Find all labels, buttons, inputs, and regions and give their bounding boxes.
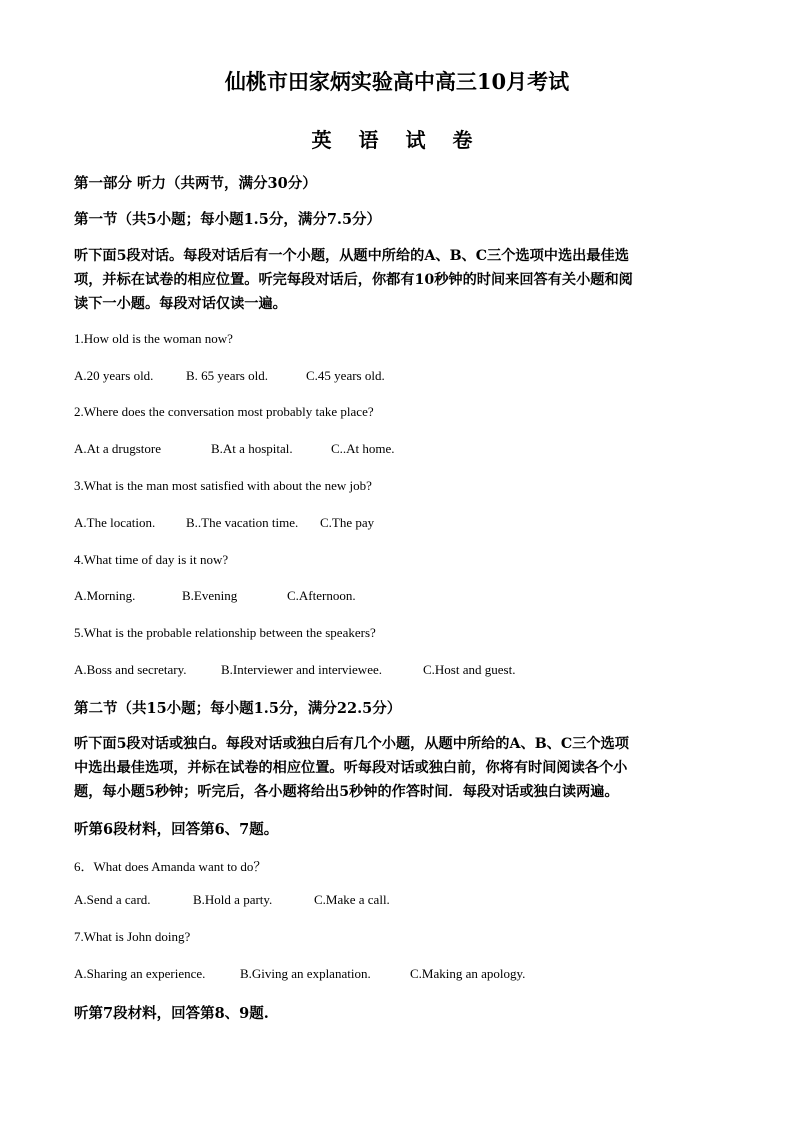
question-2-option-a: A.At a drugstore bbox=[74, 441, 162, 456]
question-1-option-a: A.20 years old. bbox=[74, 368, 154, 383]
question-5-option-c: C.Host and guest. bbox=[423, 662, 516, 677]
section2-instruction-line: 题，每小题5秒钟；听完后，各小题将给出5秒钟的作答时间．每段对话或独白读两遍。 bbox=[74, 784, 619, 800]
subject-title: 英 语 试 卷 bbox=[311, 128, 483, 152]
question-3-option-b: B..The vacation time. bbox=[186, 515, 299, 530]
section1-instruction-line: 读下一小题。每段对话仅读一遍。 bbox=[74, 296, 287, 312]
question-6: 6．What does Amanda want to do？ bbox=[74, 859, 267, 874]
material-6-label: 听第6段材料，回答第6、7题。 bbox=[74, 821, 279, 838]
section2-instruction-line: 中选出最佳选项，并标在试卷的相应位置。听每段对话或独白前，你将有时间阅读各个小 bbox=[74, 760, 628, 776]
question-2-option-c: C..At home. bbox=[331, 441, 395, 456]
question-4: 4.What time of day is it now? bbox=[74, 552, 229, 567]
part1-heading: 第一部分 听力（共两节，满分30分） bbox=[74, 175, 317, 192]
question-5-option-a: A.Boss and secretary. bbox=[74, 662, 187, 677]
school-title: 仙桃市田家炳实验高中高三10月考试 bbox=[224, 69, 570, 94]
question-4-option-b: B.Evening bbox=[182, 588, 238, 603]
section2-heading: 第二节（共15小题；每小题1.5分，满分22.5分） bbox=[74, 700, 402, 717]
question-6-option-b: B.Hold a party. bbox=[193, 892, 273, 907]
question-7-option-b: B.Giving an explanation. bbox=[240, 966, 371, 981]
question-5-option-b: B.Interviewer and interviewee. bbox=[221, 662, 382, 677]
question-2: 2.Where does the conversation most probably take place? bbox=[74, 404, 374, 419]
question-5: 5.What is the probable relationship between the speakers? bbox=[74, 625, 376, 640]
question-4-option-c: C.Afternoon. bbox=[287, 588, 356, 603]
section1-heading: 第一节（共5小题；每小题1.5分，满分7.5分） bbox=[74, 211, 382, 228]
question-1-option-c: C.45 years old. bbox=[306, 368, 385, 383]
question-3-option-a: A.The location. bbox=[74, 515, 156, 530]
question-7-option-a: A.Sharing an experience. bbox=[74, 966, 206, 981]
question-6-option-a: A.Send a card. bbox=[74, 892, 151, 907]
question-1: 1.How old is the woman now? bbox=[74, 331, 233, 346]
section1-instruction-line: 项，并标在试卷的相应位置。听完每段对话后，你都有10秒钟的时间来回答有关小题和阅 bbox=[74, 272, 633, 288]
question-1-option-b: B. 65 years old. bbox=[186, 368, 268, 383]
question-3-option-c: C.The pay bbox=[320, 515, 375, 530]
question-3: 3.What is the man most satisfied with about the new job? bbox=[74, 478, 372, 493]
question-7-option-c: C.Making an apology. bbox=[410, 966, 526, 981]
section2-instruction-line: 听下面5段对话或独白。每段对话或独白后有几个小题，从题中所给的A、B、C三个选项 bbox=[74, 736, 629, 752]
material-7-label: 听第7段材料，回答第8、9题. bbox=[74, 1005, 269, 1022]
question-7: 7.What is John doing? bbox=[74, 929, 191, 944]
question-2-option-b: B.At a hospital. bbox=[211, 441, 293, 456]
question-6-option-c: C.Make a call. bbox=[314, 892, 390, 907]
section1-instruction-line: 听下面5段对话。每段对话后有一个小题，从题中所给的A、B、C三个选项中选出最佳选 bbox=[74, 248, 629, 264]
question-4-option-a: A.Morning. bbox=[74, 588, 136, 603]
